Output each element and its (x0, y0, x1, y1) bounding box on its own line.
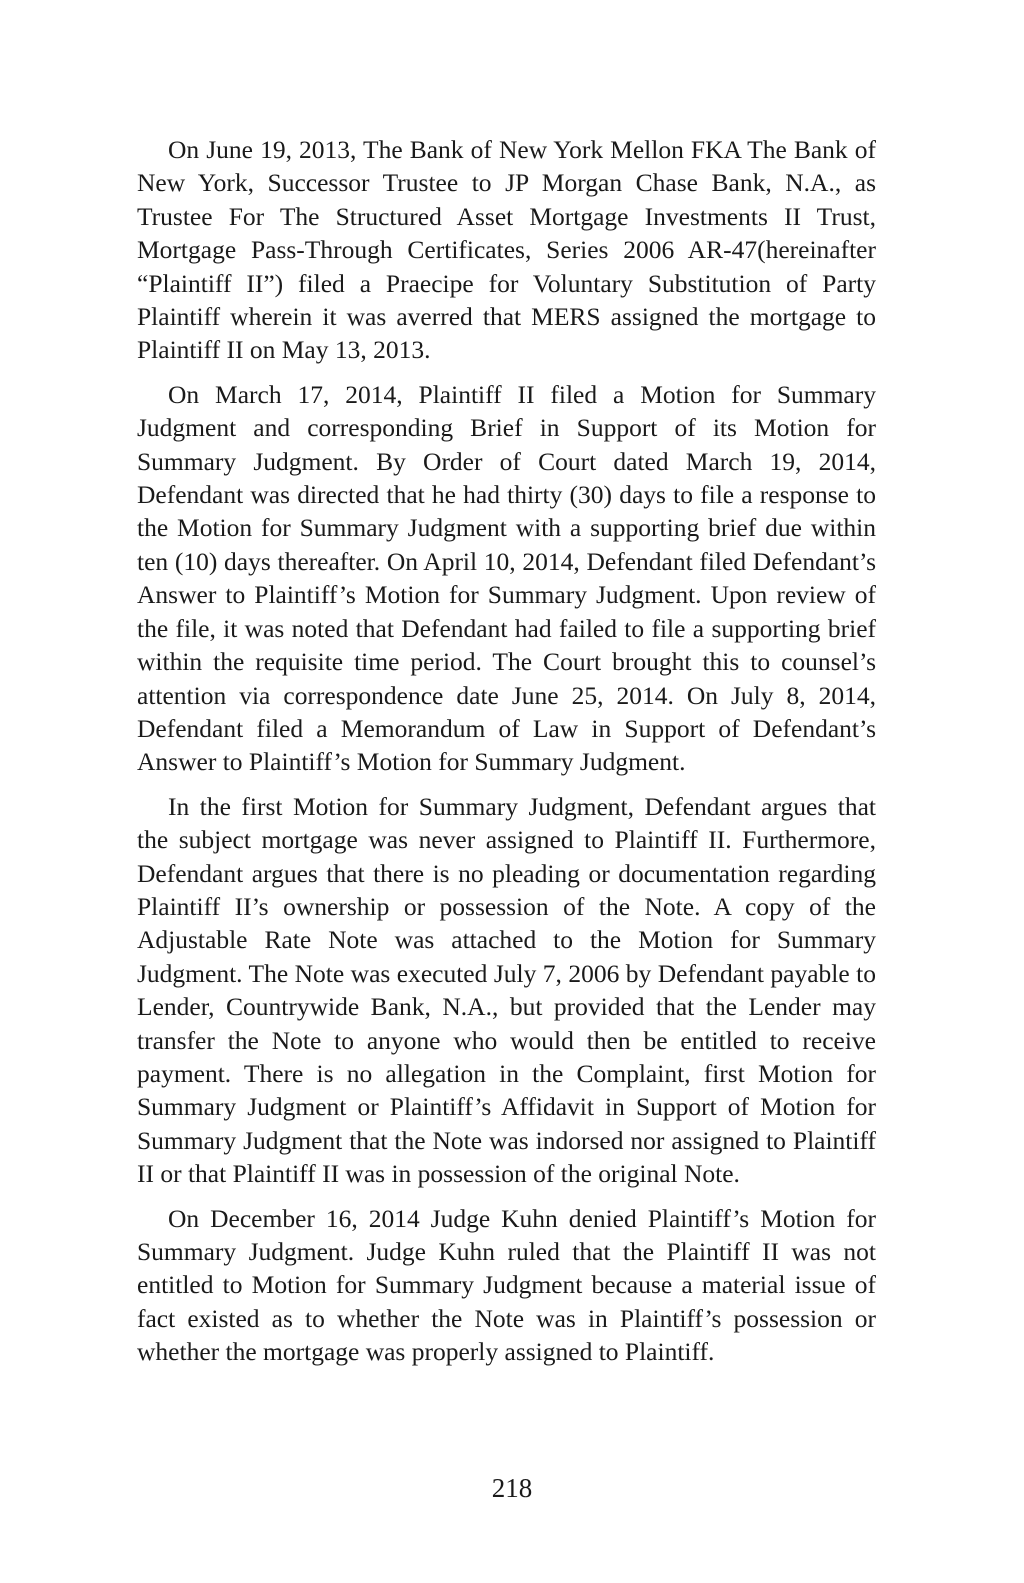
paragraph-motion-summary-judgment: On March 17, 2014, Plaintiff II filed a Motion for Summary Judgment and corresponding Brief in Support of its Motion for Summary Judgment. By Order of Court dated March 19, 2014, Defendant was directed that he had thirty (30) days to file a response to the Motion for Summary Judgment with a supporting brief due within ten (10) days thereafter. On April 10, 2014, Defendant filed Defendant’s Answer to Plaintiff’s Motion for Summary Judgment. Upon review of the file, it was noted that Defendant had failed to file a supporting brief within the requisite time period. The Court brought this to counsel’s attention via correspondence date June 25, 2014. On July 8, 2014, Defendant filed a Memorandum of Law in Support of Defendant’s Answer to Plaintiff’s Motion for Summary Judgment. (137, 379, 876, 777)
paragraph-judge-ruling: On December 16, 2014 Judge Kuhn denied Plaintiff’s Motion for Summary Judgment. Judge Kuhn ruled that the Plaintiff II was not entitled to Motion for Summary Judgment because a material issue of fact existed as to whether the Note was in Plaintiff’s possession or whether the mortgage was properly assigned to Plaintiff. (137, 1203, 876, 1367)
paragraph-plaintiff-substitution: On June 19, 2013, The Bank of New York Mellon FKA The Bank of New York, Successor Trustee to JP Morgan Chase Bank, N.A., as Trustee For The Structured Asset Mortgage Investments II Trust, Mortgage Pass-Through Certificates, Series 2006 AR-47(hereinafter “Plaintiff II”) filed a Praecipe for Voluntary Substitution of Party Plaintiff wherein it was averred that MERS assigned the mortgage to Plaintiff II on May 13, 2013. (137, 135, 876, 365)
paragraph-defendant-arguments: In the first Motion for Summary Judgment, Defendant argues that the subject mortgage was never assigned to Plaintiff II. Furthermore, Defendant argues that there is no pleading or documentation regarding Plaintiff II’s ownership or possession of the Note. A copy of the Adjustable Rate Note was attached to the Motion for Summary Judgment. The Note was executed July 7, 2006 by Defendant payable to Lender, Countrywide Bank, N.A., but provided that the Lender may transfer the Note to anyone who would then be entitled to receive payment. There is no allegation in the Complaint, first Motion for Summary Judgment or Plaintiff’s Affidavit in Support of Motion for Summary Judgment that the Note was indorsed nor assigned to Plaintiff II or that Plaintiff II was in possession of the original Note. (137, 791, 876, 1189)
document-body (137, 133, 876, 1380)
page-number: 218 (491, 1473, 533, 1503)
